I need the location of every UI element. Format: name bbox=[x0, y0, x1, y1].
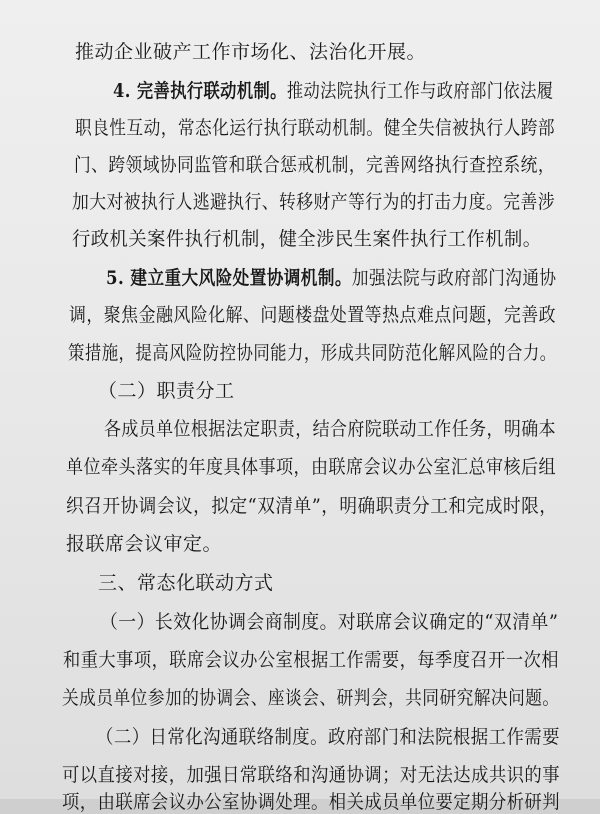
text-line-9 bbox=[68, 341, 557, 365]
line-19-text: （二）日常化沟通联络制度。政府部门和法院根据工作需要 bbox=[96, 726, 561, 748]
text-line-21 bbox=[62, 790, 561, 814]
line-15-text: 三、常态化联动方式 bbox=[98, 572, 274, 594]
line-8-text: 调，聚焦金融风险化解、问题楼盘处置等热点难点问题，完善政 bbox=[69, 304, 557, 326]
line-13-text: 织召开协调会议，拟定“双清单”，明确职责分工和完成时限， bbox=[66, 495, 558, 517]
text-line-8 bbox=[69, 303, 557, 327]
line-9-text: 策措施，提高风险防控协同能力，形成共同防范化解风险的合力。 bbox=[68, 342, 557, 364]
text-line-20 bbox=[62, 763, 561, 787]
text-line-3 bbox=[75, 116, 556, 140]
line-1-text: 推动企业破产工作市场化、法治化开展。 bbox=[75, 41, 427, 63]
line-6-text: 行政机关案件执行机制，健全涉民生案件执行工作机制。 bbox=[72, 228, 542, 250]
section-2-duties-heading bbox=[98, 379, 298, 403]
line-17-text: 和重大事项，联席会议办公室根据工作需要，每季度召开一次相 bbox=[63, 649, 560, 671]
text-line-11 bbox=[104, 417, 557, 441]
text-line-12 bbox=[66, 455, 557, 479]
line-11-text: 各成员单位根据法定职责，结合府院联动工作任务，明确本 bbox=[104, 418, 557, 440]
text-line-5 bbox=[72, 190, 556, 214]
text-line-6 bbox=[72, 227, 542, 251]
line-4-text: 门、跨领域协同监管和联合惩戒机制，完善网络执行查控系统， bbox=[74, 154, 556, 176]
item-4-heading: 4. 完善执行联动机制。 bbox=[113, 80, 287, 102]
text-line-14 bbox=[66, 532, 266, 556]
text-line-13 bbox=[66, 494, 558, 518]
line-18-text: 关成员单位参加的协调会、座谈会、研判会，共同研究解决问题。 bbox=[62, 687, 560, 709]
line-14-text: 报联席会议审定。 bbox=[66, 533, 223, 555]
text-line-4 bbox=[74, 153, 556, 177]
text-line-19 bbox=[96, 725, 561, 749]
text-line-2 bbox=[113, 79, 554, 103]
text-line-17 bbox=[63, 648, 560, 672]
line-20-text: 可以直接对接，加强日常联络和沟通协调；对无法达成共识的事 bbox=[62, 764, 561, 786]
line-10-text: （二）职责分工 bbox=[98, 380, 235, 402]
text-line-7 bbox=[106, 266, 557, 290]
line-21-text: 项，由联席会议办公室协调处理。相关成员单位要定期分析研判 bbox=[62, 791, 561, 813]
line-16-text: （一）长效化协调会商制度。对联席会议确定的“双清单” bbox=[100, 611, 559, 633]
line-2-text: 推动法院执行工作与政府部门依法履 bbox=[286, 80, 554, 102]
line-12-text: 单位牵头落实的年度具体事项，由联席会议办公室汇总审核后组 bbox=[66, 456, 557, 478]
text-line-18 bbox=[62, 686, 560, 710]
line-5-text: 加大对被执行人逃避执行、转移财产等行为的打击力度。完善涉 bbox=[72, 191, 556, 213]
line-7-text: 加强法院与政府部门沟通协 bbox=[351, 267, 557, 289]
section-3-heading bbox=[98, 571, 328, 595]
item-5-heading: 5. 建立重大风险处置协调机制。 bbox=[106, 267, 352, 289]
line-3-text: 职良性互动，常态化运行执行联动机制。健全失信被执行人跨部 bbox=[75, 117, 556, 139]
text-line-1 bbox=[75, 40, 555, 64]
text-line-16 bbox=[100, 610, 559, 634]
